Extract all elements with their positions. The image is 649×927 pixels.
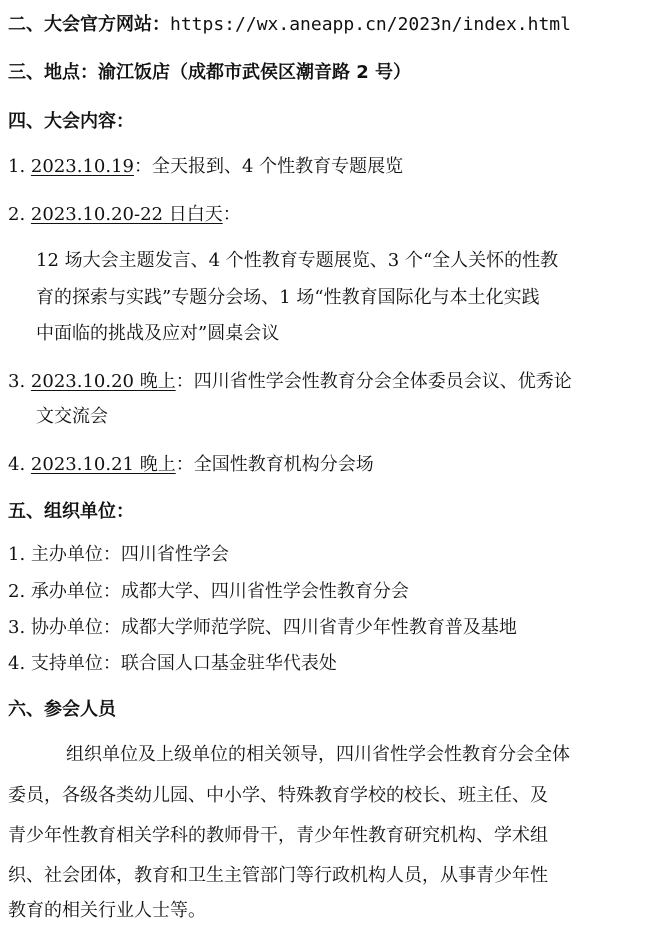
list-item: 1. 主办单位：四川省性学会 — [8, 544, 229, 565]
item-date: 2023.10.21 晚上 — [30, 454, 176, 475]
item-detail-line: 中面临的挑战及应对”圆桌会议 — [36, 323, 280, 344]
section-heading: 六、参会人员 — [8, 699, 116, 720]
paragraph-line: 教育的相关行业人士等。 — [8, 900, 206, 921]
item-date: 2023.10.20-22 日白天 — [30, 204, 223, 225]
section-heading: 五、组织单位： — [8, 501, 134, 522]
location-value: 渝江饭店（成都市武侯区潮音路 2 号） — [98, 62, 412, 83]
paragraph-line: 青少年性教育相关学科的教师骨干，青少年性教育研究机构、学术组 — [8, 825, 548, 846]
list-item: 2. 承办单位：成都大学、四川省性学会性教育分会 — [8, 581, 409, 602]
section-heading: 三、地点： — [8, 62, 98, 83]
website-url[interactable]: https://wx.aneapp.cn/2023n/index.html — [170, 14, 571, 35]
paragraph-line: 织、社会团体，教育和卫生主管部门等行政机构人员，从事青少年性 — [8, 865, 548, 886]
paragraph-line: 组织单位及上级单位的相关领导，四川省性学会性教育分会全体 — [66, 744, 570, 765]
item-date: 2023.10.19 — [30, 156, 134, 177]
paragraph-line: 委员，各级各类幼儿园、中小学、特殊教育学校的校长、班主任、及 — [8, 785, 548, 806]
section-heading: 四、大会内容： — [8, 111, 134, 132]
section-website — [8, 13, 571, 37]
list-item: 1. 2023.10.19：全天报到、4 个性教育专题展览 — [8, 156, 404, 177]
list-item: 2. 2023.10.20-22 日白天： — [8, 204, 241, 225]
section-heading: 二、大会官方网站： — [8, 14, 170, 35]
list-item: 3. 协办单位：成都大学师范学院、四川省青少年性教育普及基地 — [8, 617, 517, 638]
list-item: 4. 2023.10.21 晚上：全国性教育机构分会场 — [8, 454, 374, 475]
list-item: 3. 2023.10.20 晚上：四川省性学会性教育分会全体委员会议、优秀论 — [8, 371, 572, 392]
item-date: 2023.10.20 晚上 — [30, 371, 176, 392]
section-location — [8, 61, 411, 85]
list-item: 4. 支持单位：联合国人口基金驻华代表处 — [8, 653, 337, 674]
item-detail-line: 文交流会 — [36, 406, 108, 427]
item-detail-line: 育的探索与实践”专题分会场、1 场“性教育国际化与本土化实践 — [36, 287, 540, 308]
item-detail-line: 12 场大会主题发言、4 个性教育专题展览、3 个“全人关怀的性教 — [36, 250, 559, 271]
